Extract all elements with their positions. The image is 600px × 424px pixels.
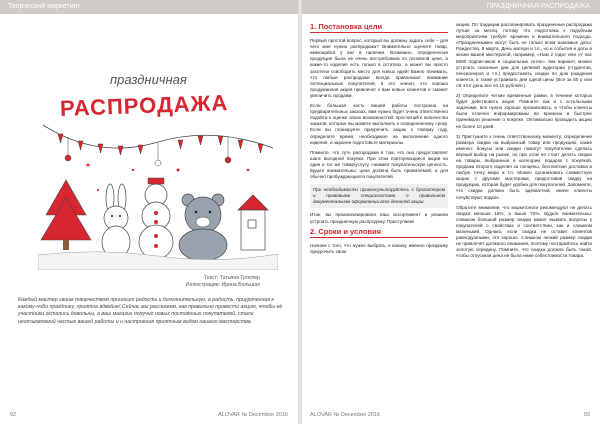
paragraph: Начнем с того, что нужно выбрать, к какому именно празднику приурочить свою — [310, 242, 448, 254]
paragraph: Если большая часть вашей работы построена на предварительных заказах, вам нужно будет очень ответственно подойти к оценке своих возможностей: просчитайте количество заказов, которые вы можете выполнить к определенному сроку. Если вы планируете приурочить акцию к Новому году, определите время, необходимое на выполнение одного изделия, и заранее подготовьте материалы. — [310, 103, 448, 145]
left-page — [0, 0, 298, 424]
left-page-number: 92 — [10, 412, 17, 418]
lead-paragraph: Каждый мастер своим творчеством приносит радость и дополнительную, а радость, приуроченная к какому-либо празднику, приятна вдвойне! Сейчас мы расскажем, как правильно провести акцию, чтобы её участники остались довольны, а ваш магазин получил новых постоянных покупателей, стали неотъемлемой частью вашей работы и и настроения приятным видом нашего мастерства. — [18, 297, 283, 325]
list-item: 3) Пристушите к очень ответственному моменту: определение размера скидки на выбранный товар или продукцию, какие именно: бонусы или скидки помогут покупателям сделать верный выбор на рынке, но при этом не стоит делать скидки на товары, выбранные в категории, подарок с покупкой, продажа второго изделия за полцены, бесплатная доставка в любую точку мира и т.п. Можно организовать совместную акцию с другими мастерами, предоставив скидку на продукцию, которая будет удобна для покупателей. Запомните, что скидка должна быть адекватной, иначе клиенты почувствуют подвох. — [456, 133, 592, 200]
paragraph: Обратите внимание, что маркетологи рекомендуют не делать скидки меньше 15%, а выше 70%. Будьте внимательны: слишком большой размер скидки может вызвать вопросы у покупателей о свойствах и соответствии, как и слишком маленький. Однако, если скидка не оставит клиентов равнодушными, это хорошо. Слишком низкий размер скидки не привлечёт должного внимания, поэтому постарайтесь найти золотую середину. Помните, что скидка должна быть такой, чтобы отпускная цена не была ниже себестоимости товара. — [456, 204, 592, 259]
left-page-header: Творческий маркетинг — [0, 0, 298, 14]
left-page-footer: ALOVAR № December 2016 — [218, 412, 288, 418]
paragraph: Итак, вы проанализировали ваш ассортимент и решили устроить праздничную распродажу. Приступаем! — [310, 212, 448, 224]
list-item: 2) Определите четкие временные рамки, в течение которых будет действовать акция. Помните: как и с остальными задачами, все нужно хорошо организовать, и чтобы клиенты были отлично информированы во времени и быстрее принимали решение о покупке. Оптимально проводить акцию не более 10 дней. — [456, 93, 592, 129]
section-heading-goal: 1. Постановка цели — [310, 24, 448, 33]
right-page-header: ПРАЗДНИЧНАЯ РАСПРОДАЖА — [302, 0, 600, 14]
article-column-1 — [310, 22, 448, 259]
tip-note: При необходимости проконсультируйтесь с бухгалтером и правовыми специалистами о правильном документальном оформлении всех деталей акции. — [310, 184, 448, 208]
credit-text: Текст: Татьяна Гроспер — [203, 275, 260, 281]
right-page — [302, 0, 600, 424]
credits — [60, 275, 260, 289]
right-page-footer: ALOVAR № December 2016 — [310, 412, 380, 418]
illustration-title: РАСПРОДАЖА — [59, 90, 229, 121]
sale-illustration — [38, 30, 278, 270]
section-heading-terms: 2. Сроки и условия — [310, 229, 448, 238]
illustration-subtitle: праздничная — [110, 72, 187, 87]
credit-illustration: Иллюстрации: Ирина Большая — [185, 282, 260, 288]
paragraph: Помните, что суть распродажи в том, что она предоставляет шанс выгодной покупки. При этом повторяющиеся акции на один и тот же товар/услугу, снижают покупательскую ценность. Будьте внимательны: цена должна быть приемлемой, а для обычно пробуждающихся покупателей. — [310, 149, 448, 180]
article-column-2 — [456, 22, 592, 263]
paragraph: акцию. По традиции распланировать праздничные распродажи лучше за месяц, потому что подготовка к подобным мероприятиям требует времени и внимательного подхода. «Праздничными» могут быть не только всем знакомые даты: Рождество, 8 марта, День матери и т.п., но и события и даты в жизни вашей мастерской, например, «Нам 2 года» или «У нас 5000 подписчиков в социальных сетях». Как вариант, можно устроить сезонные дни для целевой аудитории (студентов, пенсионеров и т.п.) предоставить скидки по дню рождения клиента, а также устраивать дни одной цены (Все за 50 р или «В этот день все по 10 рублей»). — [456, 22, 592, 88]
paragraph: Первый простой вопрос, который вы должны задать себе – для чего мне нужна распродажа? Внимательно оцените товар, имеющийся у вас в наличии. Возможно, определенная продукция была не очень востребована по основной цене, а какие-то изделия есть только в остатках, а может вы просто захотели освободить место для новых идей! Важно понимать, что любые распродажи всегда привлекают внимание потенциальных покупателей, в это значит, что хорошо продуманная акция привлечет к вам новых клиентов и сможет увеличить продажи. — [310, 38, 448, 98]
right-page-number: 93 — [583, 412, 590, 418]
